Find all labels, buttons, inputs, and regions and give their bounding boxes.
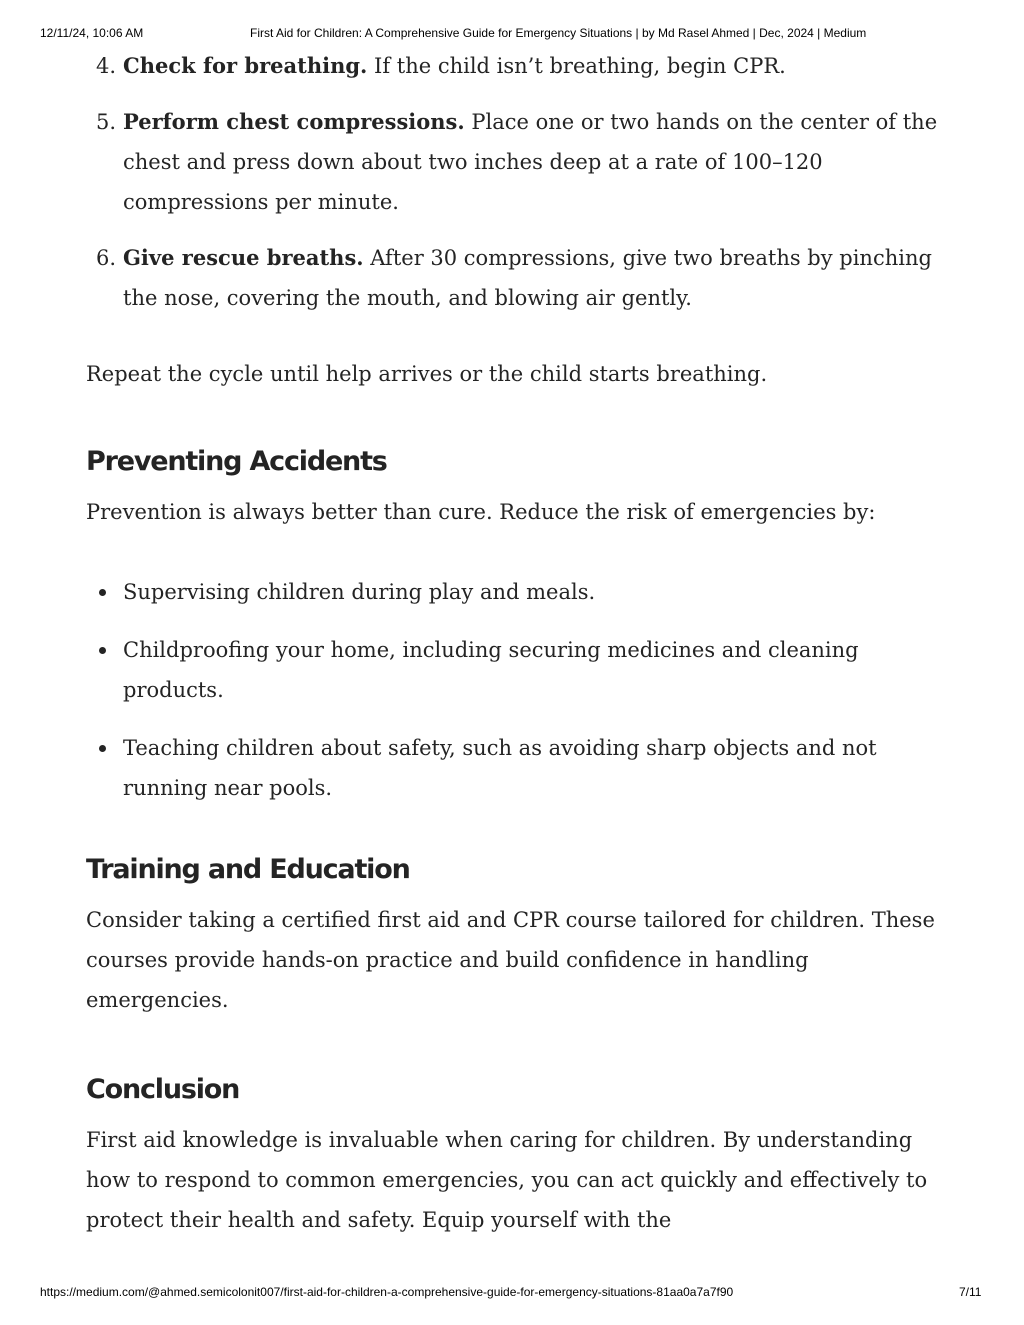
cpr-steps-list xyxy=(86,46,946,318)
print-page-title: First Aid for Children: A Comprehensive Guide for Emergency Situations | by Md Rasel Ahmed | Dec, 2024 | Medium xyxy=(250,26,867,40)
bullet-dot-icon xyxy=(99,589,106,596)
bullet-text: Childproofing your home, including securing medicines and cleaning products. xyxy=(123,638,859,702)
print-datetime: 12/11/24, 10:06 AM xyxy=(40,26,144,40)
step-text: If the child isn’t breathing, begin CPR. xyxy=(367,54,786,78)
step-bold-lead: Give rescue breaths. xyxy=(123,245,364,270)
bullet-text: Teaching children about safety, such as avoiding sharp objects and not running near pools. xyxy=(123,736,877,800)
print-page-number: 7/11 xyxy=(959,1285,982,1299)
list-number: 4. xyxy=(96,54,117,78)
section-heading-conclusion: Conclusion xyxy=(86,1074,240,1105)
bullet-dot-icon xyxy=(99,647,106,654)
step-bold-lead: Check for breathing. xyxy=(123,53,368,78)
list-item xyxy=(96,46,946,86)
list-number: 5. xyxy=(96,110,117,134)
prevention-bullet-list xyxy=(86,572,946,808)
conclusion-paragraph: First aid knowledge is invaluable when caring for children. By understanding how to respond to common emergencies, you can act quickly and effectively to protect their health and safety. Equip yourself with the xyxy=(86,1128,928,1232)
list-item xyxy=(123,728,946,808)
list-number: 6. xyxy=(96,246,117,270)
list-item xyxy=(123,572,946,612)
step-text: After 30 compressions, give two breaths by pinching the nose, covering the mouth, and blowing air gently. xyxy=(123,246,932,310)
section-heading-preventing: Preventing Accidents xyxy=(86,446,387,477)
training-paragraph: Consider taking a certified first aid and CPR course tailored for children. These courses provide hands-on practice and build confidence in handling emergencies. xyxy=(86,908,935,1012)
section-heading-training: Training and Education xyxy=(86,854,410,885)
list-item xyxy=(96,238,946,318)
bullet-text: Supervising children during play and meals. xyxy=(123,580,596,604)
list-item xyxy=(96,102,946,222)
step-text: Place one or two hands on the center of the chest and press down about two inches deep at a rate of 100–120 compressions per minute. xyxy=(123,110,938,214)
print-url: https://medium.com/@ahmed.semicolonit007/first-aid-for-children-a-comprehensive-guide-for-emergency-situations-81aa0a7a7f90 xyxy=(40,1285,734,1299)
preventing-intro: Prevention is always better than cure. Reduce the risk of emergencies by: xyxy=(86,500,876,524)
bullet-dot-icon xyxy=(99,745,106,752)
step-bold-lead: Perform chest compressions. xyxy=(123,109,465,134)
article-body xyxy=(86,46,946,1240)
list-item xyxy=(123,630,946,710)
repeat-paragraph: Repeat the cycle until help arrives or the child starts breathing. xyxy=(86,362,768,386)
